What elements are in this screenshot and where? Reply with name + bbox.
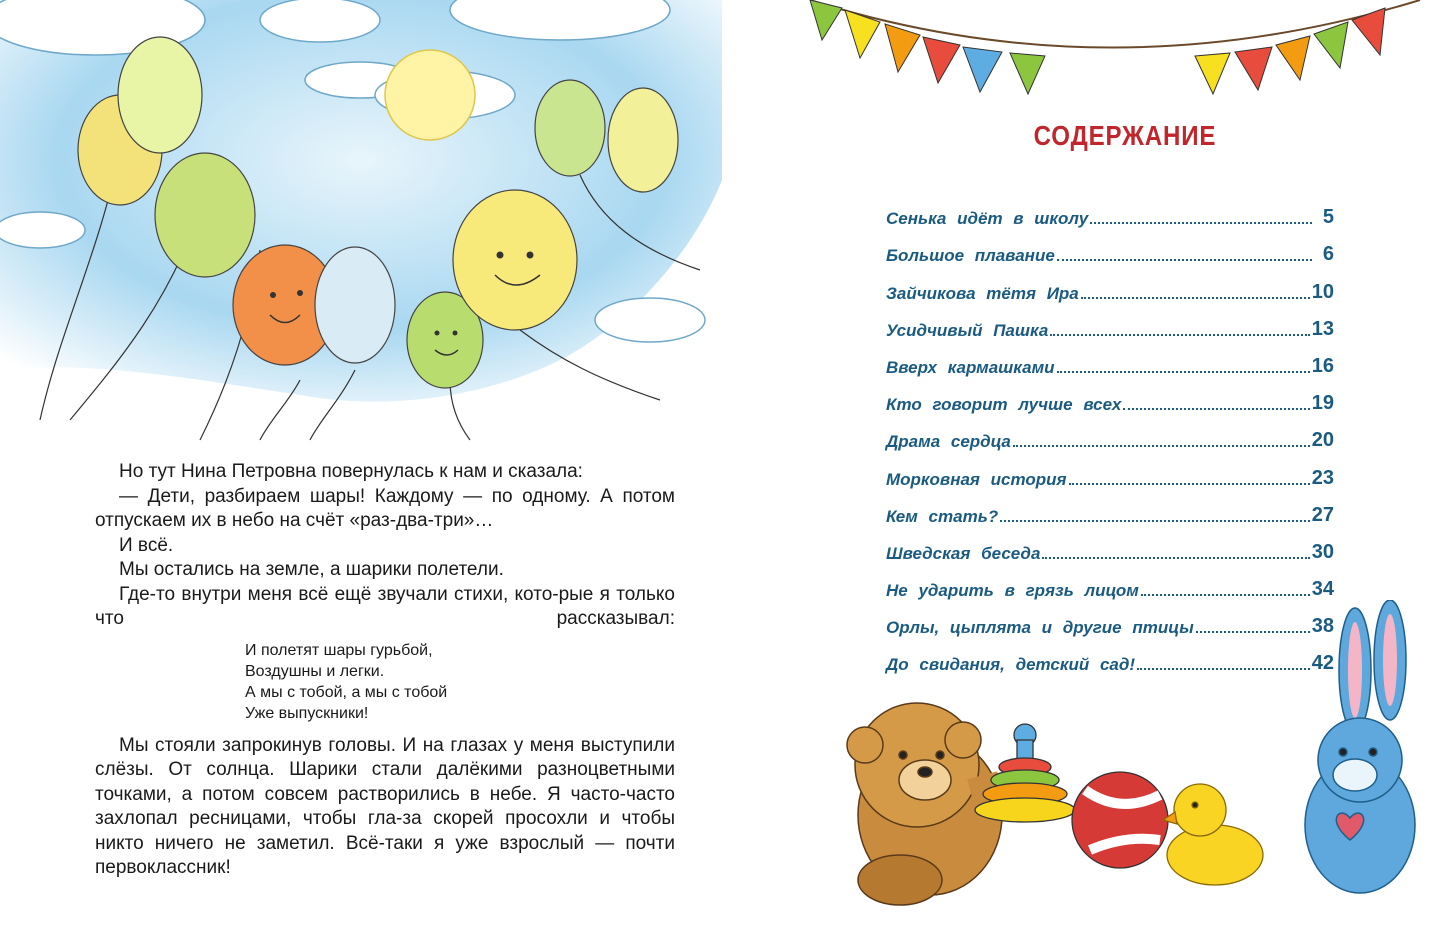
toc-entry[interactable] (886, 415, 1334, 452)
toc-entry-title: Не ударить в грязь лицом (886, 581, 1139, 601)
toc-entry-page: 10 (1311, 280, 1334, 303)
teddy-bear-icon (847, 703, 1002, 905)
toc-entry-title: Усидчивый Пашка (886, 320, 1049, 340)
toc-entry-title: Кем стать? (886, 506, 999, 526)
toc-entry-page: 6 (1322, 243, 1334, 266)
toc-entry-title: Морковная история (886, 469, 1067, 489)
toc-entry-page: 38 (1311, 615, 1334, 638)
left-page (0, 0, 722, 939)
toc-entry-page: 19 (1311, 392, 1334, 415)
story-paragraph: Мы стояли запрокинув головы. И на глазах у меня выступили слёзы. От солнца. Шарики стали далёкими разноцветными точками, а потом совсем растворились в небе. Я часто-часто захлопал ресницами, чтобы гла-за скорей просохли и чтобы никто ничего не заметил. Всё-таки я уже взрослый — почти первоклассник! (95, 734, 675, 878)
toc-entry-title: Орлы, цыплята и другие птицы (886, 618, 1194, 638)
toc-entry[interactable] (886, 564, 1334, 601)
toc-entry-page: 27 (1311, 503, 1334, 526)
toc-entry-title: Кто говорит лучше всех (886, 395, 1122, 415)
toy-bunny-icon (1305, 600, 1415, 893)
story-paragraph: Но тут Нина Петровна повернулась к нам и сказала: (119, 461, 583, 482)
poem-line: А мы с тобой, а мы с тобой (245, 683, 448, 701)
toc-entry[interactable] (886, 266, 1334, 303)
toc-entry-page: 34 (1311, 578, 1334, 601)
toc-entry[interactable] (886, 490, 1334, 527)
toc-entry-title: Вверх кармашками (886, 357, 1055, 377)
toc-entry-title: Шведская беседа (886, 543, 1041, 563)
toc-entry-page: 16 (1311, 354, 1334, 377)
story-paragraph: — Дети, разбираем шары! Каждому — по одному. А потом отпускаем их в небо на счёт «раз-два-три»… (95, 485, 675, 531)
poem-line: Воздушны и легки. (245, 662, 385, 680)
toc-entry[interactable] (886, 378, 1334, 415)
story-paragraph: Где-то внутри меня всё ещё звучали стихи, кото-рые я только что рассказывал: (95, 583, 675, 629)
poem-line: И полетят шары гурьбой, (245, 641, 433, 659)
toc-entry[interactable] (886, 341, 1334, 378)
toc-entry[interactable] (886, 527, 1334, 564)
toc-leader-dots (1081, 296, 1310, 299)
toc-entry[interactable] (886, 452, 1334, 489)
toc-entry-title: Сенька идёт в школу (886, 209, 1089, 229)
toc-entry-page: 30 (1311, 540, 1334, 563)
toc-entry-page: 23 (1311, 466, 1334, 489)
toc-leader-dots (1057, 258, 1312, 261)
rubber-duck-icon (1163, 784, 1263, 885)
poem (245, 640, 675, 724)
toc-title: СОДЕРЖАНИЕ (1033, 120, 1217, 151)
story-paragraph: И всё. (119, 534, 174, 556)
toc-leader-dots (1069, 482, 1310, 485)
toc-leader-dots (1013, 444, 1310, 447)
toc-leader-dots (1000, 519, 1310, 522)
toc-entry-page: 42 (1311, 652, 1334, 675)
story-paragraph: Мы остались на земле, а шарики полетели. (119, 559, 504, 580)
balloons-illustration (0, 0, 722, 445)
toc-entry[interactable] (886, 229, 1334, 266)
toc-leader-dots (1090, 221, 1312, 224)
ball-icon (1072, 772, 1168, 868)
toc-entry-page: 20 (1311, 429, 1334, 452)
toys-illustration (845, 600, 1445, 939)
toc-leader-dots (1057, 370, 1310, 373)
toc-entry-title: Драма сердца (886, 432, 1011, 452)
toc-entry[interactable] (886, 304, 1334, 341)
poem-line: Уже выпускники! (245, 704, 369, 722)
toc-entry-title: Зайчикова тётя Ира (886, 283, 1079, 303)
toc-entry-title: Большое плавание (886, 246, 1055, 266)
toc-leader-dots (1123, 407, 1309, 410)
toc-leader-dots (1050, 333, 1309, 336)
toc-entry[interactable] (886, 192, 1334, 229)
toc-leader-dots (1141, 593, 1310, 596)
story-text (95, 460, 675, 881)
toc-entry-page: 5 (1322, 206, 1334, 229)
toc-entry-title: До свидания, детский сад! (886, 655, 1136, 675)
bunting-flags-illustration (780, 0, 1445, 110)
toc-entry-page: 13 (1311, 317, 1334, 340)
toc-leader-dots (1042, 556, 1309, 559)
